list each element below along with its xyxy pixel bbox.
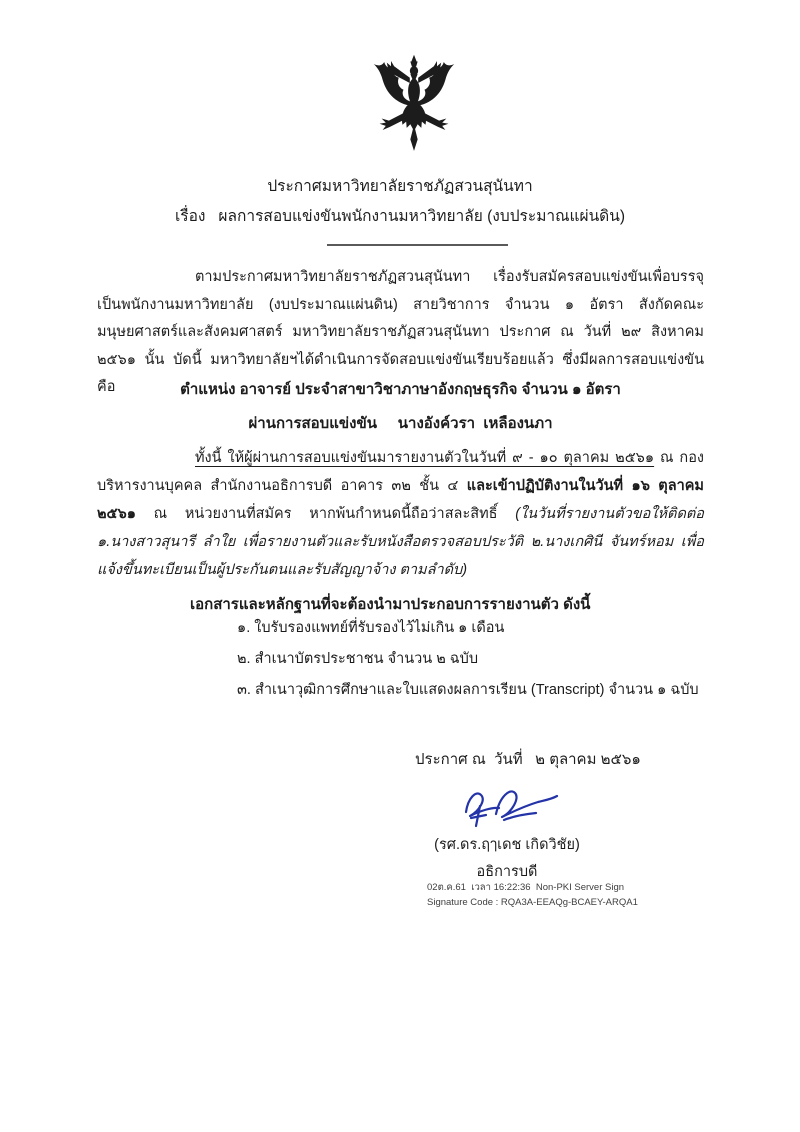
report-dates-underlined: ทั้งนี้ ให้ผู้ผ่านการสอบแข่งขันมารายงานตัวในวันที่ ๙ - ๑๐ ตุลาคม ๒๕๖๑: [195, 450, 655, 466]
report-forfeit-text: ณ หน่วยงานที่สมัคร หากพ้นกำหนดนี้ถือว่าสละสิทธิ์: [135, 506, 516, 522]
report-contacts-italic: (ในวันที่รายงานตัวขอให้ติดต่อ ๑.นางสาวสุนารี ลำใย เพื่อรายงานตัวและรับหนังสือตรวจสอบประวัติ ๒.นางเกศินี จันทร์หอม เพื่อแจ้งขึ้นทะเบียนเป็นผู้ประกันตนและรับสัญญาจ้าง ตามลำดับ): [97, 506, 704, 578]
signer-title: อธิการบดี: [476, 864, 538, 880]
list-item: ๓. สำเนาวุฒิการศึกษาและใบแสดงผลการเรียน (Transcript) จำนวน ๑ ฉบับ: [237, 682, 699, 698]
digital-sign-timestamp: 02ต.ค.61 เวลา 16:22:36 Non-PKI Server Sign: [427, 882, 625, 893]
intro-paragraph: ตามประกาศมหาวิทยาลัยราชภัฏสวนสุนันทา เรื่องรับสมัครสอบแข่งขันเพื่อบรรจุเป็นพนักงานมหาวิทยาลัย (งบประมาณแผ่นดิน) สายวิชาการ จำนวน ๑ อัตรา สังกัดคณะมนุษยศาสตร์และสังคมศาสตร์ มหาวิทยาลัยราชภัฏสวนสุนันทา ประกาศ ณ วันที่ ๒๙ สิงหาคม ๒๕๖๑ นั้น บัดนี้ มหาวิทยาลัยฯได้ดำเนินการจัดสอบแข่งขันเรียบร้อยแล้ว ซึ่งมีผลการสอบแข่งขัน คือ: [97, 269, 704, 395]
documents-list: [237, 617, 699, 710]
position-line: ตำแหน่ง อาจารย์ ประจำสาขาวิชาภาษาอังกฤษธุรกิจ จำนวน ๑ อัตรา: [180, 381, 621, 398]
announced-date-line: ประกาศ ณ วันที่ ๒ ตุลาคม ๒๕๖๑: [415, 751, 641, 768]
start-work-date-bold: และเข้าปฏิบัติงานในวันที่ ๑๖ ตุลาคม ๒๕๖๑: [97, 478, 704, 522]
signer-name: (รศ.ดร.ฤๅเดช เกิดวิชัย): [434, 837, 580, 853]
announcement-subject: เรื่อง ผลการสอบแข่งขันพนักงานมหาวิทยาลัย (งบประมาณแผ่นดิน): [174, 208, 625, 225]
passed-candidate-line: ผ่านการสอบแข่งขัน นางอังค์วรา เหลืองนภา: [248, 415, 553, 432]
list-item: ๒. สำเนาบัตรประชาชน จำนวน ๒ ฉบับ: [237, 651, 479, 667]
list-item: ๑. ใบรับรองแพทย์ที่รับรองไว้ไม่เกิน ๑ เดือน: [237, 620, 505, 636]
signature-icon: [452, 784, 564, 833]
header-divider: [327, 244, 508, 246]
header: [0, 172, 800, 232]
garuda-emblem-icon: [357, 54, 472, 165]
report-location-text: ณ กองบริหารงานบุคคล สำนักงานอธิการบดี อาคาร ๓๒ ชั้น ๔: [97, 450, 704, 494]
report-paragraph: [97, 444, 704, 584]
digital-signature-code: Signature Code : RQA3A-EEAQg-BCAEY-ARQA1: [427, 897, 638, 908]
announcement-title: ประกาศมหาวิทยาลัยราชภัฏสวนสุนันทา: [267, 178, 533, 195]
documents-heading: เอกสารและหลักฐานที่จะต้องนำมาประกอบการรายงานตัว ดังนี้: [190, 596, 591, 613]
